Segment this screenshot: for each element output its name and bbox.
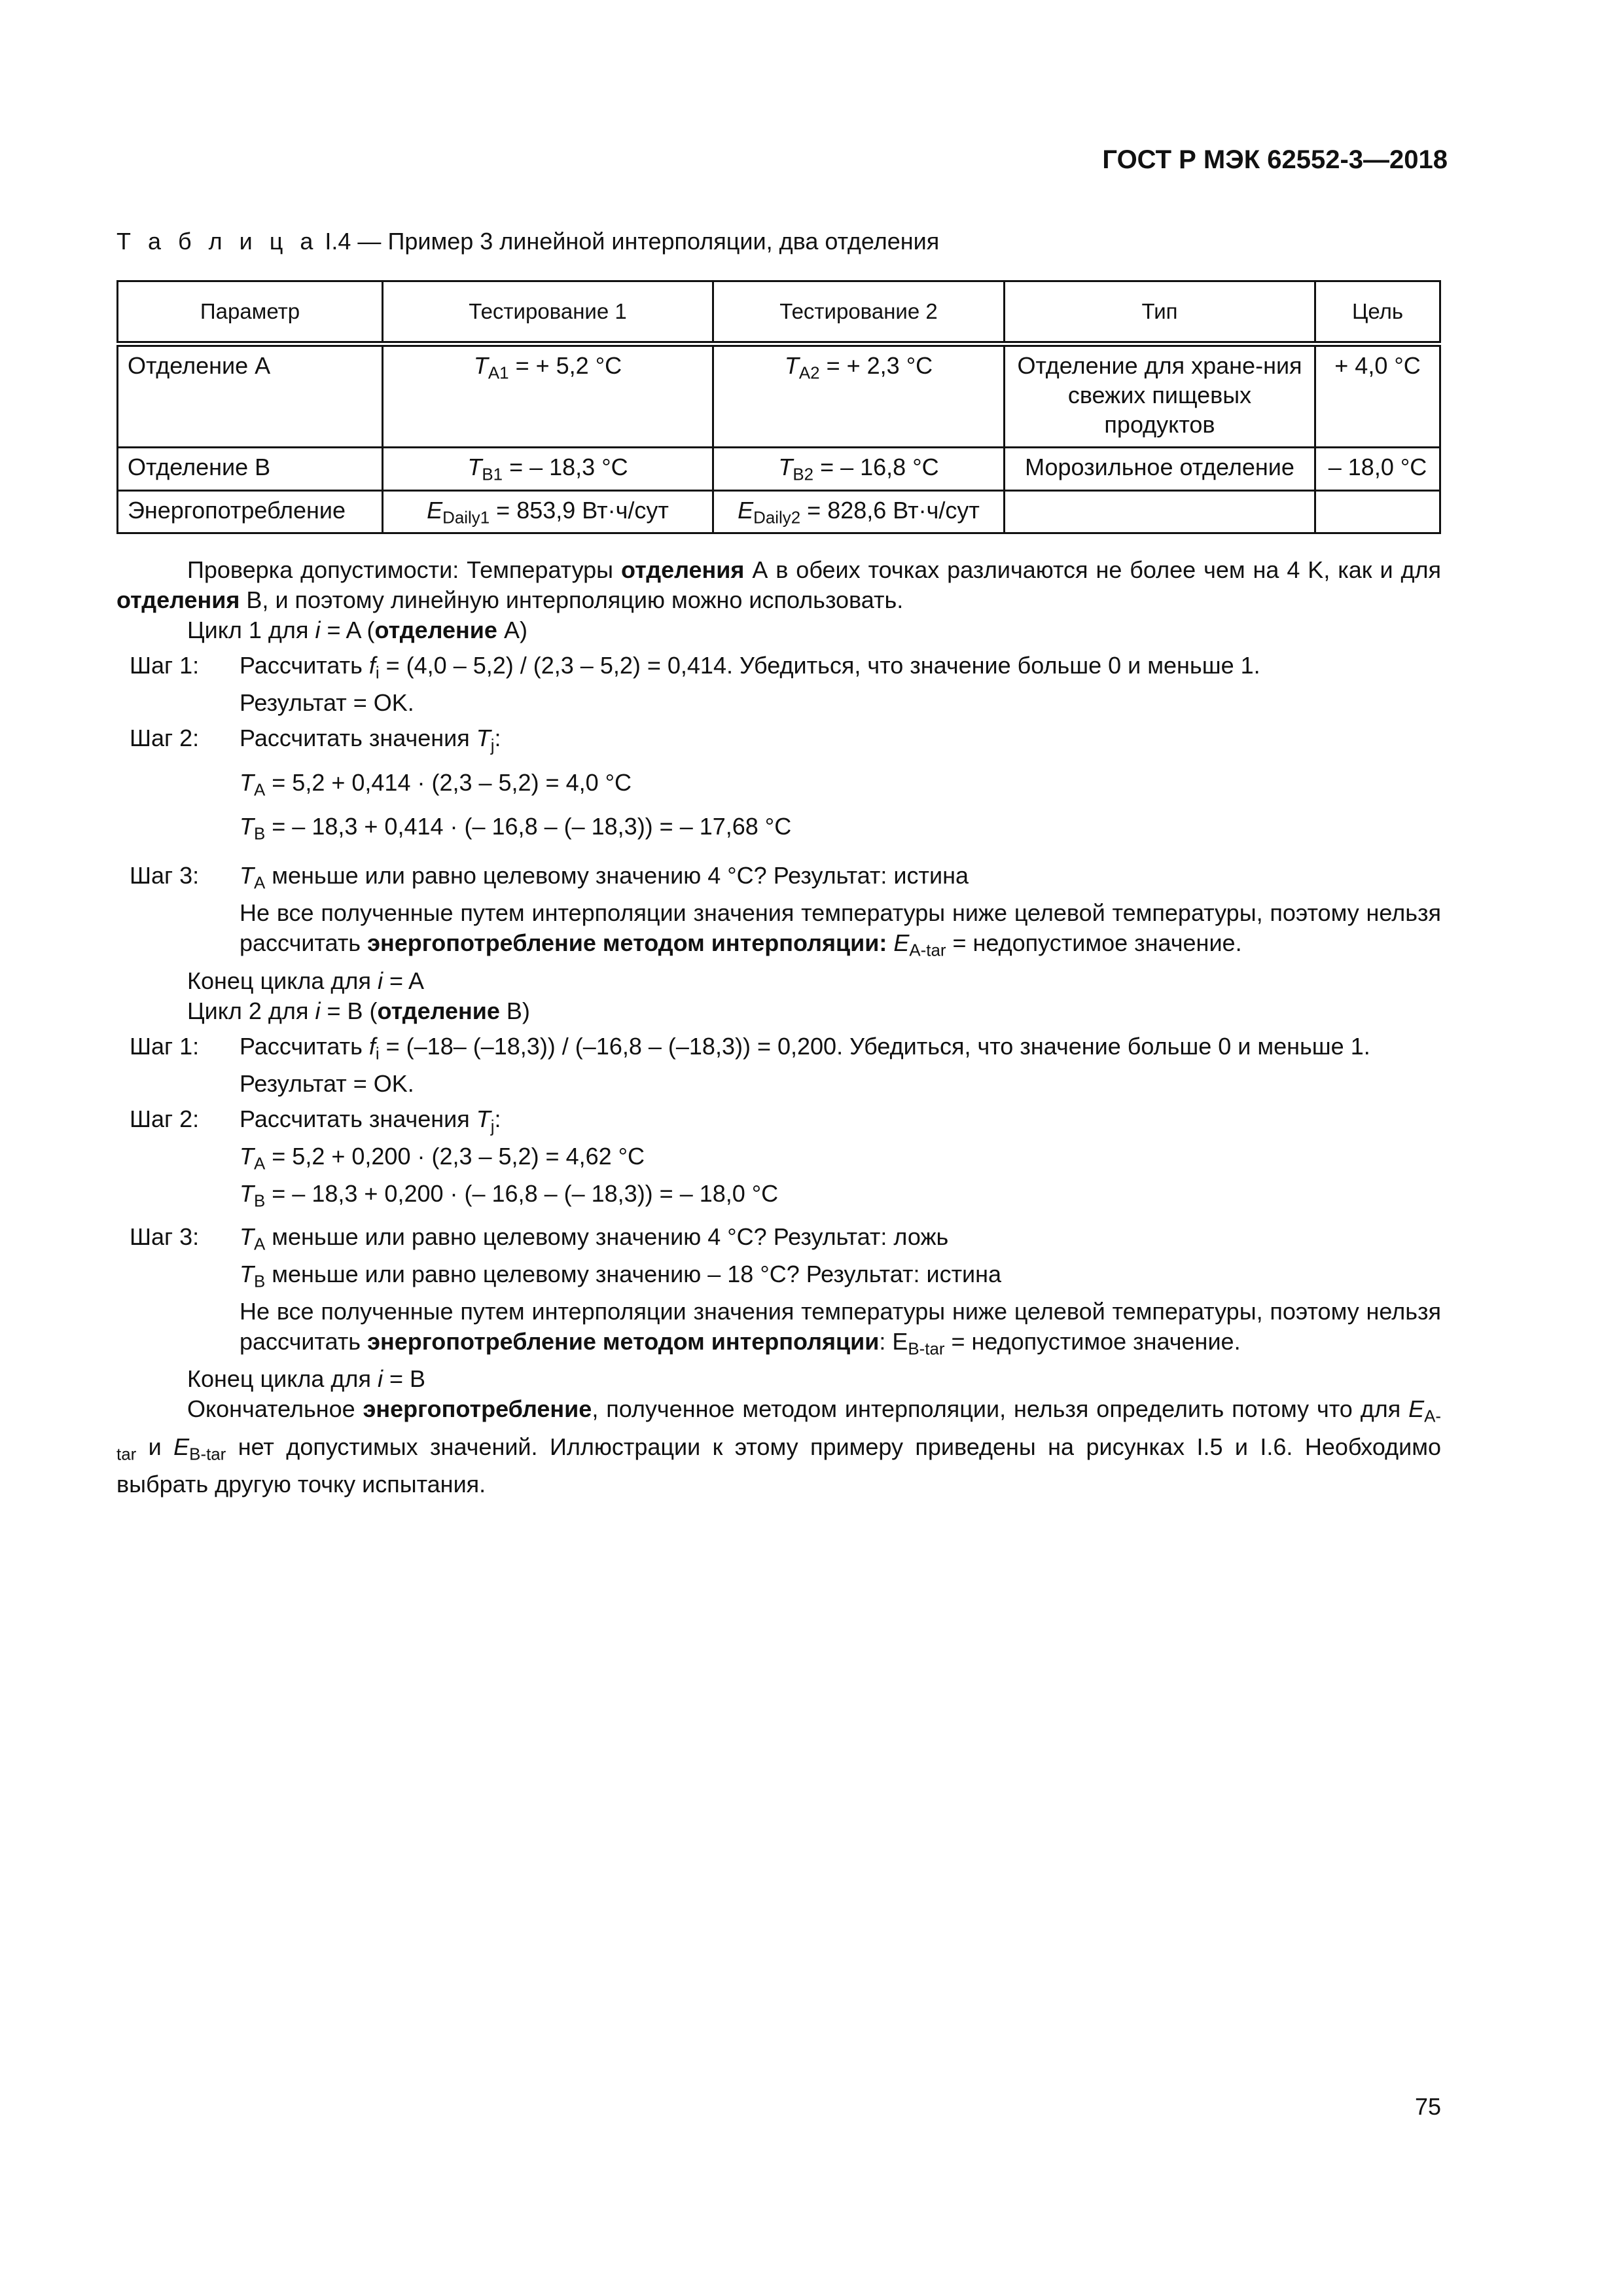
- table-caption: [116, 228, 939, 255]
- standard-designation: ГОСТ Р МЭК 62552-3—2018: [1102, 145, 1448, 174]
- cell-param: Энергопотребление: [118, 490, 383, 533]
- step-text: $T_A$ меньше или равно целевому значению 4 °C? Результат: истина Не все полученные путем интерполяции значения температуры ниже целевой температуры, поэтому нельзя рассчитать энергопотребление методом интерполяции: $E_{A-tar}$ = недопустимое значение.: [240, 862, 1441, 960]
- step-label: Шаг 1:: [130, 1032, 200, 1060]
- cycle-1-step-1: [116, 651, 1441, 718]
- cycle-2-step-3: [116, 1222, 1441, 1365]
- cell-type: Морозильное отделение: [1005, 448, 1315, 491]
- cell-target: + 4,0 °C: [1315, 344, 1440, 448]
- cycle-2-end: Конец цикла для i = B: [187, 1365, 425, 1393]
- step-label: Шаг 3:: [130, 1223, 200, 1250]
- formula-tb: $T_B$ = – 18,3 + 0,414 · (– 16,8 – (– 18,3)) = – 17,68 °C: [240, 812, 792, 843]
- page-number: 75: [1414, 2093, 1441, 2120]
- cell-test2: $E_{Daily2} = 828,6$ Вт·ч/сут: [713, 490, 1005, 533]
- table-caption-text: I.4 — Пример 3 линейной интерполяции, два отделения: [318, 228, 940, 255]
- cycle-1-end: Конец цикла для i = A: [187, 967, 424, 994]
- cell-type: Отделение для хране-ния свежих пищевых продуктов: [1005, 344, 1315, 448]
- step-label: Шаг 2:: [130, 1105, 200, 1132]
- cell-test2: $T_{B2}$ = – 16,8 °C: [713, 448, 1005, 491]
- cycle-1-heading: Цикл 1 для i = A (отделение A): [187, 617, 527, 643]
- validity-check-paragraph: Проверка допустимости: Температуры отделения А в обеих точках различаются не более чем на 4 K, как и для отделения В, и поэтому линейную интерполяцию можно использовать.: [116, 556, 1441, 613]
- table-row: [118, 490, 1440, 533]
- col-header-target: Цель: [1315, 281, 1440, 344]
- body-text: [116, 555, 1441, 1499]
- col-header-test2: Тестирование 2: [713, 281, 1005, 344]
- step-text: Рассчитать значения $T_j$: $T_A = 5,2 + 0,200 \cdot (2,3 - 5,2) = 4,62$ °C $T_B$ = – 18,3 + 0,200 · (– 16,8 – (– 18,3)) = – 18,0 °C: [240, 1104, 1441, 1217]
- cell-test1: $T_{A1}$ = + 5,2 °C: [383, 344, 713, 448]
- cell-type: [1005, 490, 1315, 533]
- table-header-row: [118, 281, 1440, 344]
- cycle-2-step-2: [116, 1104, 1441, 1217]
- step-text: $T_A$ меньше или равно целевому значению 4 °C? Результат: ложь $T_B$ меньше или равно целевому значению – 18 °C? Результат: истина Не все полученные путем интерполяции значения температуры ниже целевой температуры, поэтому нельзя рассчитать энергопотребление методом интерполяции: $E_{B-tar}$ = недопустимое значение.: [240, 1223, 1441, 1359]
- step-label: Шаг 3:: [130, 862, 200, 889]
- cell-target: – 18,0 °C: [1315, 448, 1440, 491]
- cell-target: [1315, 490, 1440, 533]
- step-text: Рассчитать $f_i = (4,0 - 5,2) / (2,3 - 5,2) = 0,414$. Убедиться, что значение больше 0 и меньше 1. Результат = OK.: [240, 652, 1260, 717]
- table-row: [118, 448, 1440, 491]
- step-text: Рассчитать значения $T_j$: $T_A = 5,2 + 0,414 \cdot (2,3 - 5,2) = 4,0$ °C $T_B$ = – 18,3 + 0,414 · (– 16,8 – (– 18,3)) = – 17,68 °C: [240, 723, 1441, 855]
- cycle-1-step-2: [116, 723, 1441, 855]
- cell-param: Отделение А: [118, 344, 383, 448]
- table-caption-prefix: Т а б л и ц а: [116, 228, 319, 255]
- table-row: [118, 344, 1440, 448]
- cycle-2-step-1: [116, 1031, 1441, 1099]
- formula-tb: $T_B$ = – 18,3 + 0,200 · (– 16,8 – (– 18,3)) = – 18,0 °C: [240, 1180, 779, 1211]
- conclusion-paragraph: Окончательное энергопотребление, полученное методом интерполяции, нельзя определить потому что для $E_{A-tar}$ и $E_{B-tar}$ нет допустимых значений. Иллюстрации к этому примеру приведены на рисунках I.5 и I.6. Необходимо выбрать другую точку испытания.: [116, 1395, 1441, 1498]
- col-header-param: Параметр: [118, 281, 383, 344]
- col-header-type: Тип: [1005, 281, 1315, 344]
- step-text: Рассчитать $f_i = (-18-$ (–18,3)) / (–16,8 – (–18,3)) = 0,200. Убедиться, что значение больше 0 и меньше 1. Результат = OK.: [240, 1032, 1370, 1097]
- formula-ta: $T_A = 5,2 + 0,414 \cdot (2,3 - 5,2) = 4,0$ °C: [240, 768, 632, 799]
- col-header-test1: Тестирование 1: [383, 281, 713, 344]
- cycle-2-heading: Цикл 2 для i = B (отделение B): [187, 997, 530, 1024]
- cell-test2: $T_{A2}$ = + 2,3 °C: [713, 344, 1005, 448]
- cell-param: Отделение В: [118, 448, 383, 491]
- cycle-1-step-3: [116, 861, 1441, 966]
- data-table: [116, 280, 1441, 534]
- cell-test1: $T_{B1}$ = – 18,3 °C: [383, 448, 713, 491]
- cell-test1: $E_{Daily1} = 853,9$ Вт·ч/сут: [383, 490, 713, 533]
- formula-ta: $T_A = 5,2 + 0,200 \cdot (2,3 - 5,2) = 4,62$ °C: [240, 1143, 645, 1174]
- step-label: Шаг 1:: [130, 652, 200, 679]
- step-label: Шаг 2:: [130, 725, 200, 752]
